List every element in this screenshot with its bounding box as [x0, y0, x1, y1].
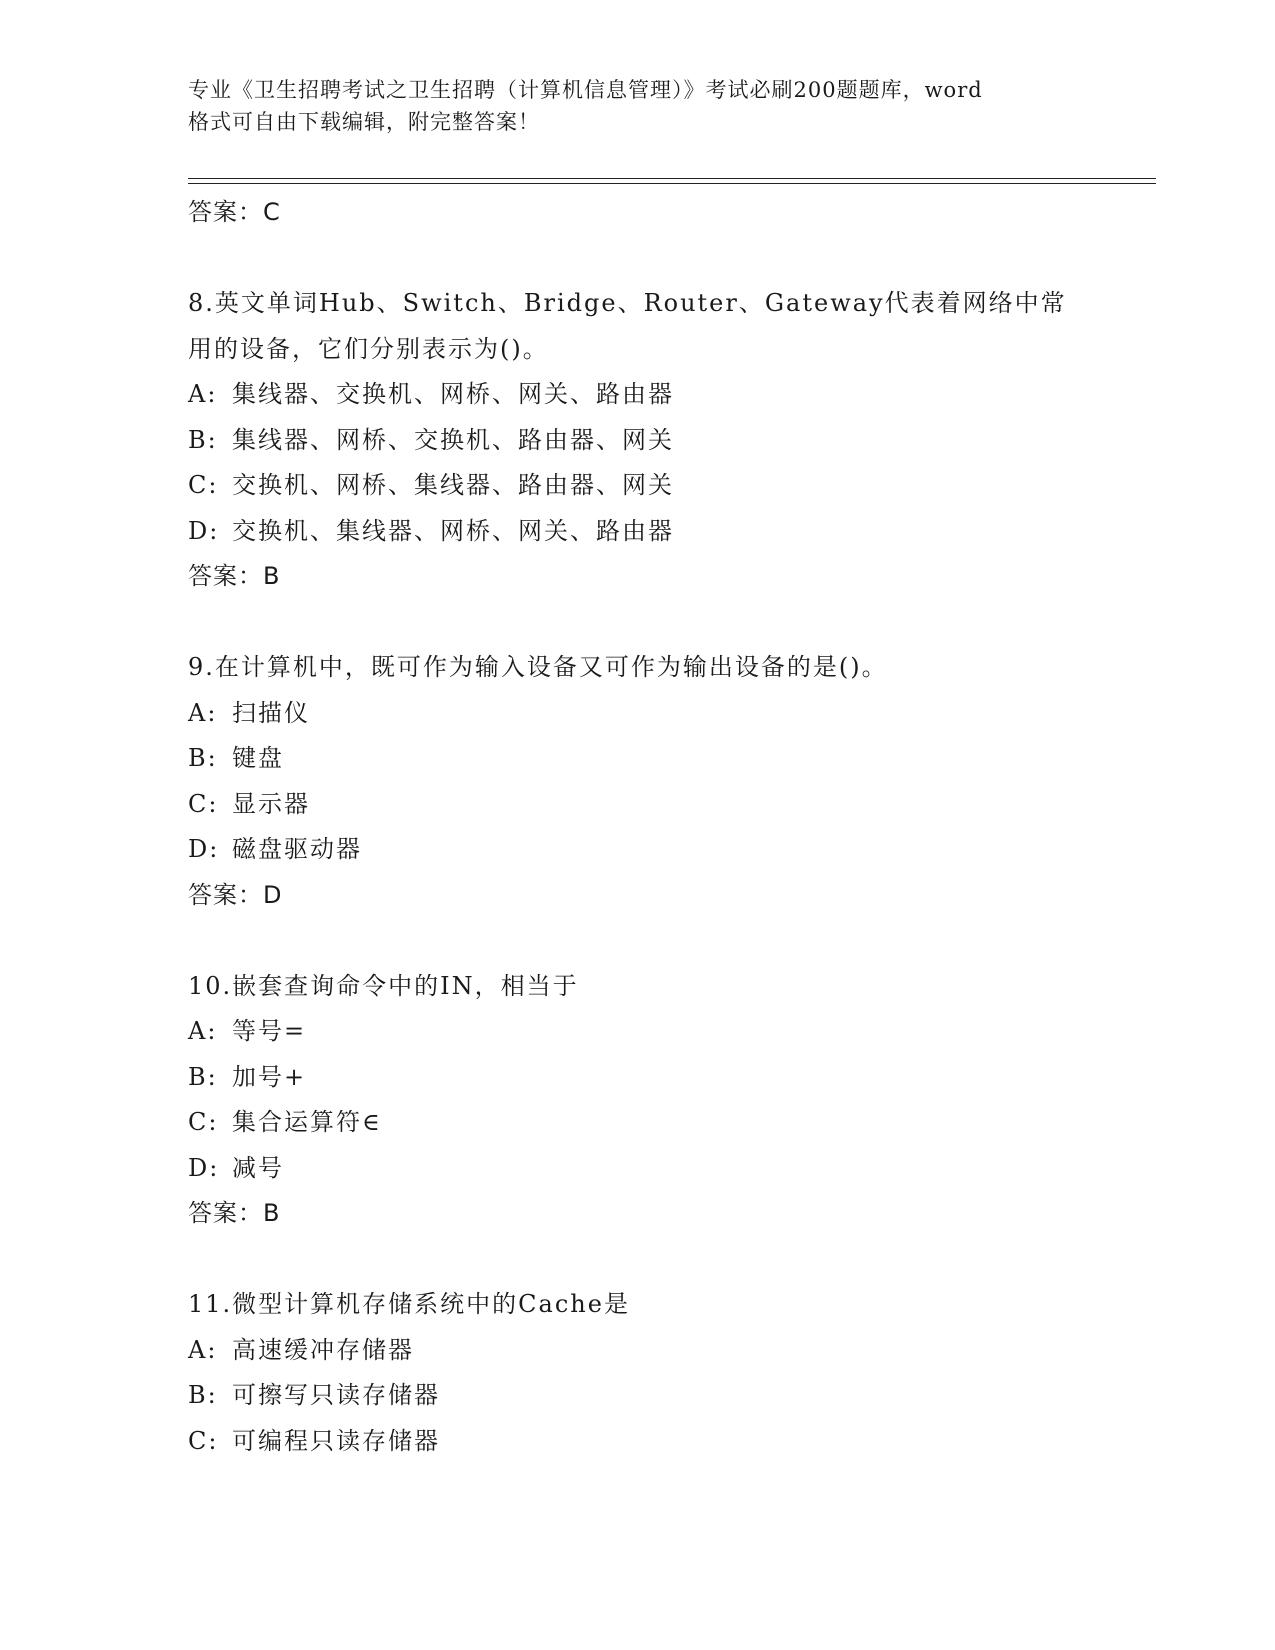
- option-text: 集线器、交换机、网桥、网关、路由器: [232, 380, 674, 408]
- option-key: D:: [188, 1153, 220, 1182]
- spacer: [188, 600, 1108, 646]
- option-text: 交换机、集线器、网桥、网关、路由器: [232, 516, 674, 545]
- option-text: 等号=: [232, 1017, 307, 1045]
- option-text: 键盘: [232, 744, 284, 772]
- option-text: 磁盘驱动器: [232, 835, 362, 863]
- question-block: [188, 645, 1108, 918]
- option-text: 集线器、网桥、交换机、路由器、网关: [232, 425, 674, 454]
- option-a: [188, 1009, 1108, 1055]
- document-header: [188, 74, 1088, 138]
- option-c: [188, 463, 1108, 509]
- option-key: C:: [188, 1426, 219, 1455]
- option-text: 集合运算符∈: [232, 1108, 382, 1136]
- option-text: 减号: [232, 1153, 284, 1182]
- option-key: A:: [188, 1017, 218, 1045]
- option-key: B:: [188, 1062, 218, 1091]
- question-block: [188, 964, 1108, 1237]
- header-rule-bottom: [188, 183, 1156, 184]
- question-text-line: 10.嵌套查询命令中的IN，相当于: [188, 971, 579, 1000]
- option-key: A:: [188, 698, 218, 727]
- option-c: [188, 1100, 1108, 1146]
- option-text: 可擦写只读存储器: [232, 1381, 440, 1409]
- answer-line: 答案：B: [188, 1199, 281, 1227]
- option-d: [188, 509, 1108, 555]
- option-text: 显示器: [232, 789, 310, 818]
- spacer: [188, 1237, 1108, 1283]
- option-b: [188, 418, 1108, 464]
- option-key: A:: [188, 380, 218, 408]
- option-a: [188, 691, 1108, 737]
- option-a: [188, 1328, 1108, 1374]
- option-key: D:: [188, 516, 220, 545]
- header-rule-top: [188, 178, 1156, 179]
- question-text-line: 9.在计算机中，既可作为输入设备又可作为输出设备的是()。: [188, 653, 888, 681]
- option-key: A:: [188, 1335, 218, 1364]
- option-d: [188, 1146, 1108, 1192]
- option-text: 扫描仪: [232, 698, 310, 727]
- option-text: 高速缓冲存储器: [232, 1335, 414, 1364]
- header-line-1: 专业《卫生招聘考试之卫生招聘（计算机信息管理）》考试必刷200题题库，word: [188, 78, 983, 102]
- option-key: B:: [188, 425, 218, 454]
- spacer: [188, 918, 1108, 964]
- question-list: [188, 190, 1108, 1464]
- question-block: [188, 1282, 1108, 1464]
- spacer: [188, 236, 1108, 282]
- question-text-line: 8.英文单词Hub、Switch、Bridge、Router、Gateway代表着网络中常: [188, 289, 1067, 317]
- option-text: 交换机、网桥、集线器、路由器、网关: [232, 471, 674, 499]
- option-key: B:: [188, 744, 218, 772]
- option-b: [188, 736, 1108, 782]
- option-key: C:: [188, 789, 219, 818]
- header-line-2: 格式可自由下载编辑，附完整答案！: [188, 110, 540, 134]
- option-b: [188, 1373, 1108, 1419]
- option-b: [188, 1055, 1108, 1101]
- option-a: [188, 372, 1108, 418]
- option-key: D:: [188, 835, 220, 863]
- option-c: [188, 1419, 1108, 1465]
- answer-line: 答案：D: [188, 880, 283, 909]
- question-block: [188, 281, 1108, 600]
- question-text-line: 11.微型计算机存储系统中的Cache是: [188, 1290, 630, 1318]
- option-text: 加号+: [232, 1062, 307, 1091]
- option-key: B:: [188, 1381, 218, 1409]
- question-text-line: 用的设备，它们分别表示为()。: [188, 334, 549, 363]
- option-d: [188, 827, 1108, 873]
- option-c: [188, 782, 1108, 828]
- answer-line: 答案：B: [188, 562, 281, 590]
- option-key: C:: [188, 471, 219, 499]
- option-key: C:: [188, 1108, 219, 1136]
- option-text: 可编程只读存储器: [232, 1426, 440, 1455]
- previous-answer: 答案：C: [188, 198, 281, 226]
